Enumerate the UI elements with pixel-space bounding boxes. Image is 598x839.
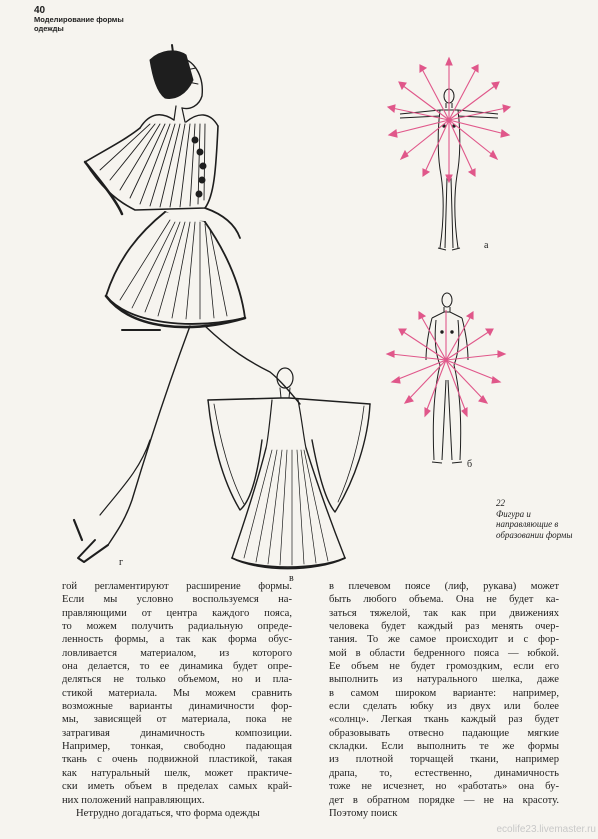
- figure-label-b: б: [467, 459, 473, 470]
- text-line: дет в обратном порядке — не на красоту.: [329, 794, 559, 806]
- text-line: ткань с очень подвижной пластикой, такая: [62, 754, 292, 766]
- figure-caption: [496, 498, 588, 540]
- text-line: деляться не только объемом, но и пла-: [62, 674, 292, 686]
- text-line: если сделать юбку из двух или более: [329, 701, 559, 713]
- gown-figure-v: [208, 368, 370, 569]
- page-number: 40: [34, 5, 46, 16]
- text-line: ленность формы, а так как форма обус-: [62, 634, 292, 646]
- text-line: она делается, то ее динамика будет опре-: [62, 661, 292, 673]
- text-line: Поэтому поиск: [329, 807, 398, 819]
- text-line: Ее объем не будет громоздким, если его: [329, 661, 559, 673]
- text-line: из плотной торчащей ткани, например: [329, 754, 559, 766]
- text-line: Если мы условно воспользуемся на-: [62, 594, 292, 606]
- body-text-left-column: [62, 580, 292, 820]
- text-line: ски иметь объем в пределах самых край-: [62, 781, 292, 793]
- figure-label-g: г: [119, 557, 124, 568]
- text-line: то можем получить радиальную опреде-: [62, 621, 292, 633]
- figure-label-v: в: [289, 573, 294, 584]
- figure-label-a: а: [484, 240, 489, 251]
- watermark: ecolife23.livemaster.ru: [496, 824, 596, 835]
- text-line: гой регламентируют расширение формы.: [62, 581, 292, 592]
- text-line: в самом широком варианте: например,: [329, 687, 559, 699]
- text-line: стикой материала. Мы можем сравнить: [62, 687, 292, 699]
- text-line: «солнц». Легкая ткань каждый раз будет: [329, 714, 559, 726]
- text-line: заться тяжелой, так как при движениях: [329, 607, 559, 619]
- figure-number: 22: [496, 498, 505, 508]
- body-text-right-column: [329, 580, 559, 820]
- text-line: человека будет каждый раз менять очер-: [329, 621, 559, 633]
- text-line: Нетрудно догадаться, что форма одежды: [76, 807, 260, 819]
- text-line: Например, тонкая, свободно падающая: [62, 741, 292, 753]
- figure-caption-text: Фигура и направляющие в образовании формы: [496, 508, 573, 540]
- text-line: как натуральный шелк, может практиче-: [62, 767, 292, 779]
- text-line: ловливается материалом, из которого: [62, 647, 292, 659]
- running-head: Моделирование формы одежды: [34, 15, 124, 33]
- text-line: в плечевом поясе (лиф, рукава) может: [329, 581, 559, 592]
- text-line: мой в области бедренного пояса — юбкой.: [329, 647, 559, 659]
- text-line: тания. То же самое происходит и с фор-: [329, 634, 559, 646]
- text-line: затрагивая динамичность композиции.: [62, 727, 292, 739]
- text-line: драпа, то, естественно, динамичность: [329, 767, 559, 779]
- text-line: складки. Если выполнить те же формы: [329, 741, 559, 753]
- radial-arrows-b: [387, 310, 505, 416]
- text-line: тоже не исчезнет, но «работать» она бу-: [329, 781, 559, 793]
- radial-figure-b: [426, 293, 468, 463]
- text-line: образовывать отвесно падающие мягкие: [329, 727, 559, 739]
- text-line: выполнить из натурального шелка, даже: [329, 674, 559, 686]
- text-line: правляющими от центра каждого пояса,: [62, 607, 292, 619]
- text-line: мы, зависящей от материала, пока не: [62, 714, 292, 726]
- radial-arrows-a: [388, 58, 510, 182]
- text-line: них положений направляющих.: [62, 794, 205, 806]
- text-line: быть любого объема. Она не будет ка-: [329, 594, 559, 606]
- text-line: возможные варианты динамичности фор-: [62, 701, 292, 713]
